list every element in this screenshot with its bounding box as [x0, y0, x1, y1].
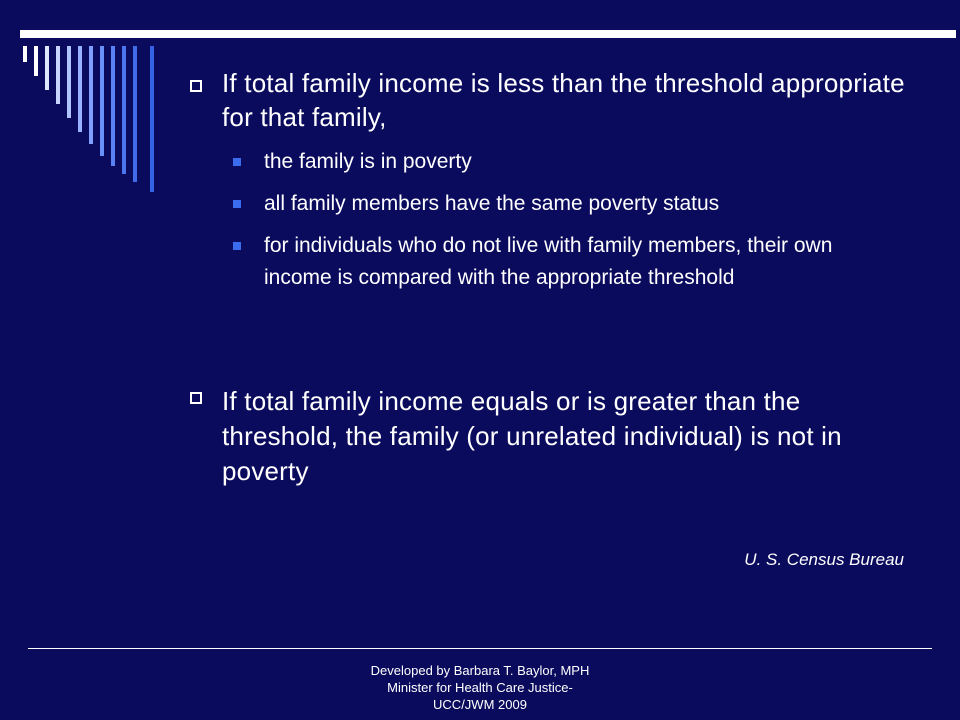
- bullet-box-icon: [190, 392, 202, 404]
- sub-bullet-1-text: the family is in poverty: [264, 150, 472, 173]
- footer-line-3: UCC/JWM 2009: [433, 697, 527, 712]
- source-credit: U. S. Census Bureau: [744, 550, 904, 569]
- footer-line-1: Developed by Barbara T. Baylor, MPH: [370, 663, 590, 678]
- square-bullet-icon: [233, 200, 241, 208]
- decorative-bars: [0, 0, 160, 200]
- deco-bar: [67, 46, 71, 118]
- deco-bar: [45, 46, 49, 90]
- square-bullet-icon: [233, 158, 241, 166]
- bullet-2-text: If total family income equals or is greater than the threshold, the family (or unrelated individual) is not in poverty: [222, 386, 842, 486]
- deco-bar: [122, 46, 126, 174]
- footer: [300, 662, 660, 713]
- deco-bar: [150, 46, 154, 192]
- deco-bar: [111, 46, 115, 166]
- top-rule: [20, 30, 956, 38]
- deco-bar: [89, 46, 93, 144]
- deco-bar: [34, 46, 38, 76]
- sub-bullet-3-text: for individuals who do not live with family members, their own income is compared with the appropriate threshold: [264, 234, 833, 289]
- square-bullet-icon: [233, 242, 241, 250]
- deco-bar: [133, 46, 137, 182]
- deco-bar: [100, 46, 104, 156]
- footer-line-2: Minister for Health Care Justice-: [387, 680, 573, 695]
- deco-bar: [56, 46, 60, 104]
- sub-bullet-2-text: all family members have the same poverty status: [264, 192, 720, 215]
- bullet-box-icon: [190, 80, 202, 92]
- deco-bar: [23, 46, 27, 62]
- bullet-1-text: If total family income is less than the threshold appropriate for that family,: [222, 68, 905, 132]
- deco-bar: [78, 46, 82, 132]
- bottom-rule: [28, 648, 932, 649]
